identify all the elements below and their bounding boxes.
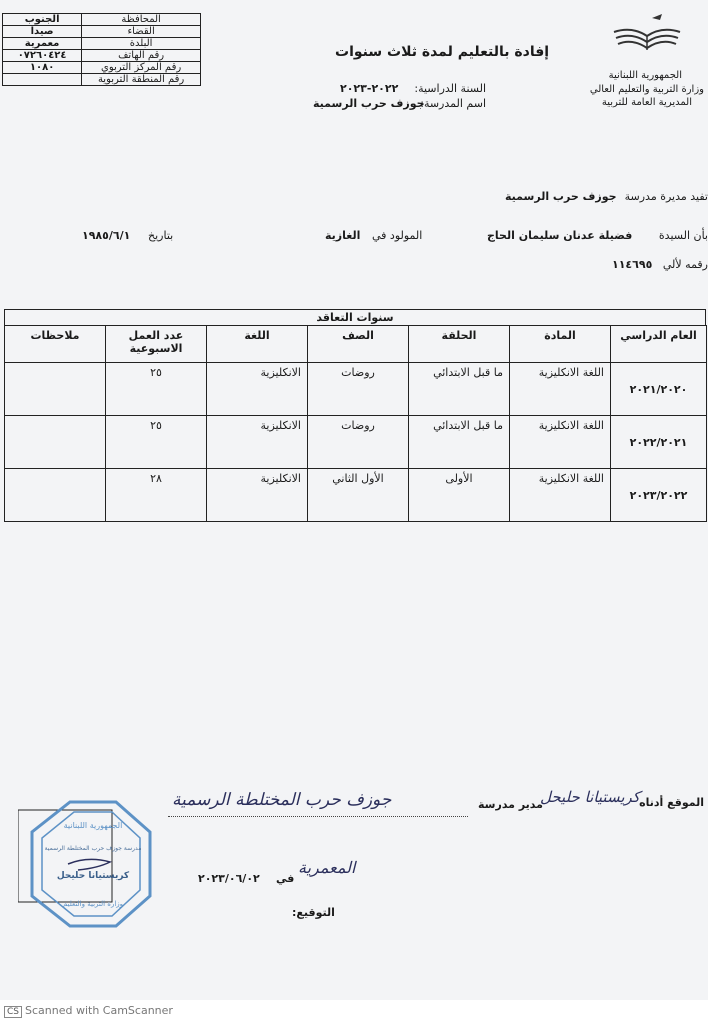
signer-name-handwritten: كريستيانا حليحل [540, 788, 640, 806]
cell-cycle: الأولى [409, 469, 510, 522]
cell-notes [5, 416, 106, 469]
cell-grade: روضات [308, 416, 409, 469]
director-label: مدير مدرسة [478, 798, 543, 811]
header-language: اللغة [207, 326, 308, 363]
date-on-label: في [276, 872, 295, 885]
cell-year: ٢٠٢٢/٢٠٢١ [611, 416, 707, 469]
header-notes: ملاحظات [5, 326, 106, 363]
contract-years-title: سنوات التعاقد [4, 309, 706, 325]
place-handwritten: المعمرية [298, 858, 356, 877]
born-place: الغازية [325, 229, 361, 242]
cell-grade: الأول الثاني [308, 469, 409, 522]
ministry-line-2: وزارة التربية والتعليم العالي [589, 84, 704, 95]
cell-grade: روضات [308, 363, 409, 416]
table-row [5, 469, 707, 522]
info-value: الجنوب [3, 14, 82, 26]
cell-notes [5, 469, 106, 522]
table-header-row [5, 326, 707, 363]
cell-year: ٢٠٢٣/٢٠٢٢ [611, 469, 707, 522]
scanner-watermark [4, 1004, 173, 1018]
body-line-2-prefix: بأن السيدة [658, 229, 708, 242]
cell-cycle: ما قبل الابتدائي [409, 416, 510, 469]
camscanner-badge-icon: CS [4, 1006, 22, 1018]
cell-subject: اللغة الانكليزية [510, 469, 611, 522]
document-title: إفادة بالتعليم لمدة ثلاث سنوات [335, 44, 550, 60]
signature-label: التوقيع: [292, 906, 335, 919]
info-value [3, 74, 82, 86]
cell-subject: اللغة الانكليزية [510, 363, 611, 416]
teacher-name: فضيلة عدنان سليمان الحاج [487, 229, 633, 242]
header-subject: المادة [510, 326, 611, 363]
info-label: القضاء [82, 26, 201, 38]
body-line-1-school: جوزف حرب الرسمية [505, 190, 617, 203]
info-row [3, 62, 201, 74]
ministry-line-1: الجمهورية اللبنانية [608, 70, 682, 81]
cell-language: الانكليزية [207, 469, 308, 522]
scanner-label: Scanned with CamScanner [25, 1004, 173, 1017]
info-row [3, 26, 201, 38]
school-year-label: السنة الدراسية: [414, 82, 486, 95]
table-row [5, 363, 707, 416]
stamp-text-bottom: وزارة التربية والتعليم [62, 900, 124, 908]
cell-hours: ٢٥ [106, 416, 207, 469]
info-table [2, 13, 201, 86]
body-line-3-prefix: رقمه لألي [662, 258, 708, 271]
birth-date-value: ١٩٨٥/٦/١ [82, 229, 131, 242]
header-school-year: العام الدراسي [611, 326, 707, 363]
cell-language: الانكليزية [207, 416, 308, 469]
info-label: رقم المركز التربوي [82, 62, 201, 74]
stamp-text-middle: مدرسة جوزف حرب المختلطة الرسمية [44, 845, 142, 852]
header-grade: الصف [308, 326, 409, 363]
ministry-line-3: المديرية العامة للتربية [601, 97, 692, 108]
body-line-1-prefix: تفيد مديرة مدرسة [624, 190, 708, 203]
info-label: البلدة [82, 38, 201, 50]
info-row [3, 74, 201, 86]
contract-years-table [4, 325, 707, 522]
info-value: ٠٧٢٦٠٤٢٤ [3, 50, 82, 62]
ministry-logo-icon [612, 14, 682, 54]
info-label: المحافظة [82, 14, 201, 26]
cell-language: الانكليزية [207, 363, 308, 416]
info-row [3, 50, 201, 62]
info-value: معمرية [3, 38, 82, 50]
cell-notes [5, 363, 106, 416]
school-name-handwritten: جوزف حرب المختلطة الرسمية [172, 790, 392, 810]
born-label: المولود في [372, 229, 423, 242]
cell-subject: اللغة الانكليزية [510, 416, 611, 469]
info-row [3, 38, 201, 50]
header-weekly-hours: عدد العمل الاسبوعية [106, 326, 207, 363]
signing-date: ٢٠٢٣/٠٦/٠٢ [198, 872, 260, 885]
cell-hours: ٢٨ [106, 469, 207, 522]
info-label: رقم الهاتف [82, 50, 201, 62]
table-row [5, 416, 707, 469]
cell-cycle: ما قبل الابتدائي [409, 363, 510, 416]
info-value: صيدا [3, 26, 82, 38]
stamp-text-name: كريستيانا حليحل [56, 871, 130, 881]
school-name-label: اسم المدرسة: [420, 97, 486, 110]
info-label: رقم المنطقة التربوية [82, 74, 201, 86]
school-year-value: ٢٠٢٢-٢٠٢٣ [340, 82, 399, 95]
header-cycle: الحلقة [409, 326, 510, 363]
cell-hours: ٢٥ [106, 363, 207, 416]
school-name-value: جوزف حرب الرسمية [313, 97, 425, 110]
info-row [3, 14, 201, 26]
school-dotted-line [168, 816, 468, 817]
info-value: ١٠٨٠ [3, 62, 82, 74]
stamp-text-top: الجمهورية اللبنانية [63, 821, 123, 830]
signed-below-label: الموقع أدناه [639, 796, 704, 809]
school-stamp-icon [18, 798, 158, 930]
cell-year: ٢٠٢١/٢٠٢٠ [611, 363, 707, 416]
employee-number: ١١٤٦٩٥ [612, 258, 653, 271]
birth-date-label: بتاريخ [148, 229, 174, 242]
